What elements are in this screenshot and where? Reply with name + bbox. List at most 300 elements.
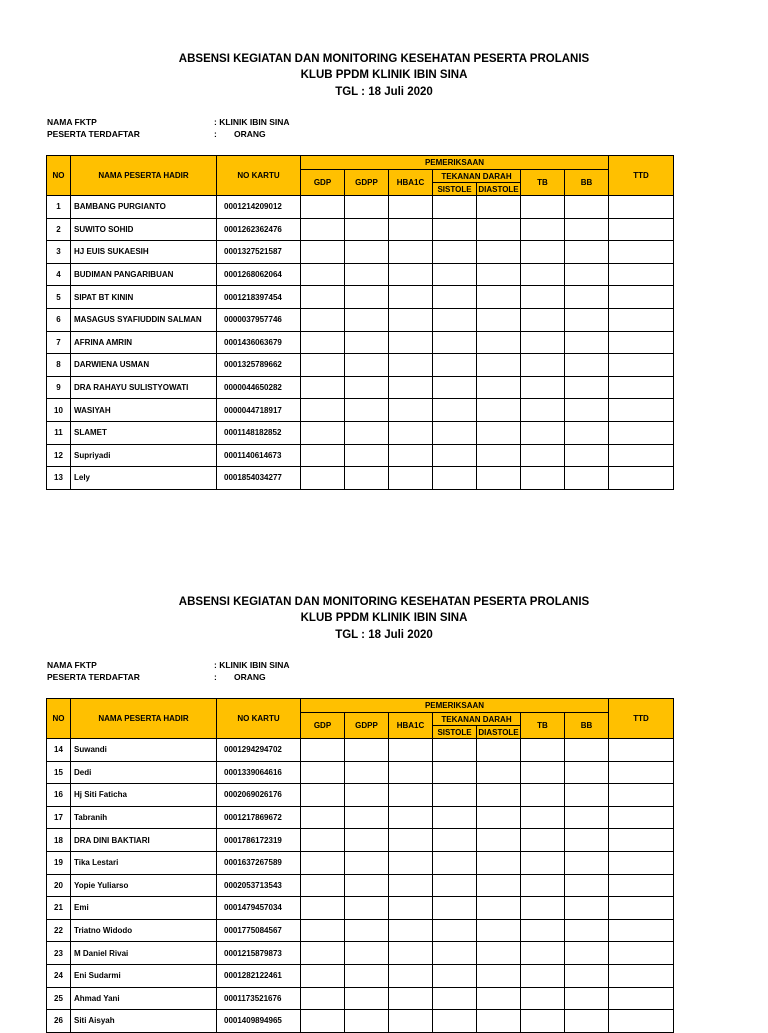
cell-sistole	[433, 196, 477, 219]
attendance-table	[46, 698, 674, 1033]
cell-diastole	[477, 919, 521, 942]
cell-gdp	[301, 964, 345, 987]
header-tb: TB	[521, 170, 565, 196]
cell-ttd	[609, 964, 674, 987]
participant-name: Tika Lestari	[71, 851, 217, 874]
header-hba1c: HBA1C	[389, 170, 433, 196]
cell-tb	[521, 444, 565, 467]
table-row	[47, 739, 674, 762]
table-row	[47, 331, 674, 354]
table-row	[47, 354, 674, 377]
header-tekanan-darah: TEKANAN DARAH	[433, 170, 521, 183]
cell-diastole	[477, 897, 521, 920]
card-number: 0001786172319	[217, 829, 301, 852]
card-number: 0001294294702	[217, 739, 301, 762]
cell-gdpp	[345, 399, 389, 422]
table-row	[47, 784, 674, 807]
card-number: 0002053713543	[217, 874, 301, 897]
table-row	[47, 761, 674, 784]
cell-bb	[565, 467, 609, 490]
cell-gdpp	[345, 784, 389, 807]
cell-gdp	[301, 444, 345, 467]
cell-sistole	[433, 919, 477, 942]
cell-sistole	[433, 241, 477, 264]
cell-gdpp	[345, 308, 389, 331]
cell-bb	[565, 942, 609, 965]
header-no: NO	[47, 699, 71, 739]
cell-sistole	[433, 354, 477, 377]
cell-ttd	[609, 354, 674, 377]
cell-gdpp	[345, 218, 389, 241]
cell-gdpp	[345, 806, 389, 829]
cell-tb	[521, 851, 565, 874]
cell-hba1c	[389, 286, 433, 309]
row-number: 5	[47, 286, 71, 309]
cell-gdp	[301, 286, 345, 309]
table-row	[47, 851, 674, 874]
cell-gdpp	[345, 987, 389, 1010]
cell-sistole	[433, 874, 477, 897]
cell-bb	[565, 218, 609, 241]
cell-ttd	[609, 263, 674, 286]
row-number: 3	[47, 241, 71, 264]
cell-gdpp	[345, 444, 389, 467]
cell-gdp	[301, 851, 345, 874]
row-number: 16	[47, 784, 71, 807]
cell-diastole	[477, 308, 521, 331]
cell-tb	[521, 196, 565, 219]
cell-gdp	[301, 829, 345, 852]
row-number: 22	[47, 919, 71, 942]
cell-tb	[521, 421, 565, 444]
table-row	[47, 942, 674, 965]
card-number: 0001218397454	[217, 286, 301, 309]
cell-ttd	[609, 987, 674, 1010]
cell-gdpp	[345, 851, 389, 874]
cell-sistole	[433, 761, 477, 784]
cell-ttd	[609, 739, 674, 762]
header-sistole: SISTOLE	[433, 183, 477, 196]
cell-diastole	[477, 964, 521, 987]
table-row	[47, 467, 674, 490]
cell-tb	[521, 964, 565, 987]
cell-ttd	[609, 806, 674, 829]
cell-sistole	[433, 987, 477, 1010]
cell-tb	[521, 761, 565, 784]
header-ttd: TTD	[609, 156, 674, 196]
cell-ttd	[609, 942, 674, 965]
cell-hba1c	[389, 784, 433, 807]
cell-tb	[521, 1010, 565, 1033]
header-kartu: NO KARTU	[217, 156, 301, 196]
cell-gdp	[301, 874, 345, 897]
row-number: 8	[47, 354, 71, 377]
row-number: 21	[47, 897, 71, 920]
cell-diastole	[477, 421, 521, 444]
cell-tb	[521, 897, 565, 920]
header-kartu: NO KARTU	[217, 699, 301, 739]
cell-bb	[565, 761, 609, 784]
row-number: 6	[47, 308, 71, 331]
nama-fktp-value: : KLINIK IBIN SINA	[214, 117, 290, 127]
cell-gdpp	[345, 263, 389, 286]
cell-ttd	[609, 444, 674, 467]
row-number: 17	[47, 806, 71, 829]
peserta-terdaftar-colon: :	[214, 129, 217, 139]
table-row	[47, 919, 674, 942]
participant-name: Suwandi	[71, 739, 217, 762]
cell-ttd	[609, 1010, 674, 1033]
cell-ttd	[609, 919, 674, 942]
participant-name: Dedi	[71, 761, 217, 784]
cell-diastole	[477, 784, 521, 807]
participant-name: BUDIMAN PANGARIBUAN	[71, 263, 217, 286]
cell-sistole	[433, 784, 477, 807]
cell-sistole	[433, 331, 477, 354]
peserta-terdaftar-label: PESERTA TERDAFTAR	[47, 129, 140, 139]
cell-tb	[521, 399, 565, 422]
table-row	[47, 806, 674, 829]
cell-sistole	[433, 942, 477, 965]
card-number: 0000044718917	[217, 399, 301, 422]
cell-hba1c	[389, 444, 433, 467]
cell-gdpp	[345, 964, 389, 987]
cell-tb	[521, 942, 565, 965]
row-number: 25	[47, 987, 71, 1010]
header-diastole: DIASTOLE	[478, 184, 519, 194]
date-title: TGL : 18 Juli 2020	[335, 629, 433, 641]
participant-name: Tabranih	[71, 806, 217, 829]
row-number: 19	[47, 851, 71, 874]
row-number: 18	[47, 829, 71, 852]
cell-ttd	[609, 421, 674, 444]
card-number: 0001436063679	[217, 331, 301, 354]
row-number: 10	[47, 399, 71, 422]
date-title: TGL : 18 Juli 2020	[335, 86, 433, 98]
cell-gdp	[301, 331, 345, 354]
table-row	[47, 399, 674, 422]
header-gdp: GDP	[301, 170, 345, 196]
cell-gdpp	[345, 897, 389, 920]
cell-gdpp	[345, 376, 389, 399]
peserta-terdaftar-label: PESERTA TERDAFTAR	[47, 672, 140, 682]
cell-gdp	[301, 467, 345, 490]
cell-hba1c	[389, 331, 433, 354]
cell-bb	[565, 739, 609, 762]
cell-tb	[521, 784, 565, 807]
cell-diastole	[477, 218, 521, 241]
cell-bb	[565, 196, 609, 219]
row-number: 24	[47, 964, 71, 987]
participant-name: Siti Aisyah	[71, 1010, 217, 1033]
header-nama: NAMA PESERTA HADIR	[71, 156, 217, 196]
cell-sistole	[433, 399, 477, 422]
cell-ttd	[609, 241, 674, 264]
card-number: 0001775084567	[217, 919, 301, 942]
row-number: 11	[47, 421, 71, 444]
cell-gdp	[301, 421, 345, 444]
cell-bb	[565, 286, 609, 309]
cell-gdp	[301, 761, 345, 784]
cell-bb	[565, 784, 609, 807]
cell-gdp	[301, 987, 345, 1010]
table-row	[47, 218, 674, 241]
cell-tb	[521, 874, 565, 897]
cell-bb	[565, 829, 609, 852]
cell-gdp	[301, 196, 345, 219]
cell-diastole	[477, 874, 521, 897]
cell-sistole	[433, 829, 477, 852]
cell-bb	[565, 376, 609, 399]
cell-hba1c	[389, 399, 433, 422]
header-hba1c: HBA1C	[389, 713, 433, 739]
cell-tb	[521, 806, 565, 829]
header-bb: BB	[565, 170, 609, 196]
row-number: 9	[47, 376, 71, 399]
cell-diastole	[477, 467, 521, 490]
cell-bb	[565, 308, 609, 331]
participant-name: Ahmad Yani	[71, 987, 217, 1010]
card-number: 0001479457034	[217, 897, 301, 920]
cell-gdpp	[345, 739, 389, 762]
table-row	[47, 964, 674, 987]
cell-bb	[565, 331, 609, 354]
cell-ttd	[609, 218, 674, 241]
cell-diastole	[477, 241, 521, 264]
club-title: KLUB PPDM KLINIK IBIN SINA	[300, 69, 468, 81]
table-row	[47, 286, 674, 309]
cell-gdp	[301, 399, 345, 422]
cell-gdpp	[345, 286, 389, 309]
cell-hba1c	[389, 354, 433, 377]
cell-gdp	[301, 354, 345, 377]
participant-name: DRA DINI BAKTIARI	[71, 829, 217, 852]
header-gdp: GDP	[301, 713, 345, 739]
cell-hba1c	[389, 919, 433, 942]
cell-bb	[565, 964, 609, 987]
cell-hba1c	[389, 467, 433, 490]
cell-bb	[565, 874, 609, 897]
participant-name: HJ EUIS SUKAESIH	[71, 241, 217, 264]
cell-diastole	[477, 444, 521, 467]
row-number: 1	[47, 196, 71, 219]
participant-name: DARWIENA USMAN	[71, 354, 217, 377]
cell-bb	[565, 263, 609, 286]
cell-gdp	[301, 784, 345, 807]
cell-gdpp	[345, 1010, 389, 1033]
cell-sistole	[433, 897, 477, 920]
cell-sistole	[433, 739, 477, 762]
cell-bb	[565, 421, 609, 444]
nama-fktp-label: NAMA FKTP	[47, 117, 97, 127]
cell-diastole	[477, 263, 521, 286]
table-row	[47, 874, 674, 897]
cell-gdpp	[345, 467, 389, 490]
cell-hba1c	[389, 376, 433, 399]
header-sistole: SISTOLE	[433, 726, 477, 739]
cell-diastole	[477, 331, 521, 354]
cell-sistole	[433, 286, 477, 309]
row-number: 23	[47, 942, 71, 965]
cell-tb	[521, 829, 565, 852]
row-number: 12	[47, 444, 71, 467]
cell-ttd	[609, 829, 674, 852]
cell-gdp	[301, 1010, 345, 1033]
card-number: 0000044650282	[217, 376, 301, 399]
cell-bb	[565, 851, 609, 874]
cell-sistole	[433, 806, 477, 829]
cell-tb	[521, 467, 565, 490]
cell-sistole	[433, 467, 477, 490]
cell-diastole	[477, 286, 521, 309]
row-number: 14	[47, 739, 71, 762]
cell-diastole	[477, 761, 521, 784]
cell-gdpp	[345, 874, 389, 897]
cell-ttd	[609, 874, 674, 897]
cell-gdpp	[345, 354, 389, 377]
participant-name: Emi	[71, 897, 217, 920]
header-bb: BB	[565, 713, 609, 739]
cell-tb	[521, 241, 565, 264]
cell-diastole	[477, 1010, 521, 1033]
row-number: 2	[47, 218, 71, 241]
participant-name: MASAGUS SYAFIUDDIN SALMAN	[71, 308, 217, 331]
card-number: 0000037957746	[217, 308, 301, 331]
header-pemeriksaan: PEMERIKSAAN	[301, 156, 609, 170]
table-row	[47, 829, 674, 852]
cell-gdpp	[345, 241, 389, 264]
cell-diastole	[477, 376, 521, 399]
cell-hba1c	[389, 263, 433, 286]
nama-fktp-label: NAMA FKTP	[47, 660, 97, 670]
document-title: ABSENSI KEGIATAN DAN MONITORING KESEHATAN PESERTA PROLANIS	[178, 53, 590, 65]
cell-hba1c	[389, 851, 433, 874]
card-number: 0001637267589	[217, 851, 301, 874]
participant-name: Supriyadi	[71, 444, 217, 467]
cell-sistole	[433, 308, 477, 331]
cell-ttd	[609, 784, 674, 807]
attendance-table	[46, 155, 674, 490]
cell-ttd	[609, 286, 674, 309]
header-tekanan-darah: TEKANAN DARAH	[433, 713, 521, 726]
cell-bb	[565, 399, 609, 422]
card-number: 0001268062064	[217, 263, 301, 286]
row-number: 15	[47, 761, 71, 784]
cell-hba1c	[389, 761, 433, 784]
participant-name: M Daniel Rivai	[71, 942, 217, 965]
header-no: NO	[47, 156, 71, 196]
cell-hba1c	[389, 308, 433, 331]
cell-sistole	[433, 851, 477, 874]
cell-diastole	[477, 851, 521, 874]
header-gdpp: GDPP	[345, 713, 389, 739]
card-number: 0002069026176	[217, 784, 301, 807]
table-row	[47, 308, 674, 331]
cell-gdp	[301, 897, 345, 920]
participant-name: AFRINA AMRIN	[71, 331, 217, 354]
cell-sistole	[433, 964, 477, 987]
cell-gdpp	[345, 919, 389, 942]
cell-hba1c	[389, 829, 433, 852]
cell-tb	[521, 218, 565, 241]
card-number: 0001325789662	[217, 354, 301, 377]
cell-hba1c	[389, 241, 433, 264]
cell-hba1c	[389, 218, 433, 241]
cell-sistole	[433, 263, 477, 286]
card-number: 0001148182852	[217, 421, 301, 444]
cell-tb	[521, 263, 565, 286]
participant-name: SLAMET	[71, 421, 217, 444]
cell-bb	[565, 897, 609, 920]
nama-fktp-value: : KLINIK IBIN SINA	[214, 660, 290, 670]
participant-name: Lely	[71, 467, 217, 490]
cell-hba1c	[389, 874, 433, 897]
peserta-terdaftar-colon: :	[214, 672, 217, 682]
cell-ttd	[609, 897, 674, 920]
participant-name: Yopie Yuliarso	[71, 874, 217, 897]
card-number: 0001282122461	[217, 964, 301, 987]
header-gdpp: GDPP	[345, 170, 389, 196]
header-tb: TB	[521, 713, 565, 739]
participant-name: Triatno Widodo	[71, 919, 217, 942]
cell-gdpp	[345, 829, 389, 852]
cell-bb	[565, 919, 609, 942]
cell-ttd	[609, 376, 674, 399]
table-row	[47, 376, 674, 399]
table-row	[47, 196, 674, 219]
cell-diastole	[477, 942, 521, 965]
card-number: 0001339064616	[217, 761, 301, 784]
club-title: KLUB PPDM KLINIK IBIN SINA	[300, 612, 468, 624]
card-number: 0001214209012	[217, 196, 301, 219]
header-pemeriksaan: PEMERIKSAAN	[301, 699, 609, 713]
cell-ttd	[609, 467, 674, 490]
cell-gdp	[301, 739, 345, 762]
cell-hba1c	[389, 964, 433, 987]
cell-sistole	[433, 444, 477, 467]
header-ttd: TTD	[609, 699, 674, 739]
cell-gdp	[301, 241, 345, 264]
cell-tb	[521, 919, 565, 942]
participant-name: SUWITO SOHID	[71, 218, 217, 241]
cell-bb	[565, 241, 609, 264]
cell-hba1c	[389, 897, 433, 920]
table-row	[47, 421, 674, 444]
row-number: 13	[47, 467, 71, 490]
cell-hba1c	[389, 196, 433, 219]
cell-ttd	[609, 331, 674, 354]
cell-tb	[521, 308, 565, 331]
row-number: 7	[47, 331, 71, 354]
header-nama: NAMA PESERTA HADIR	[71, 699, 217, 739]
cell-hba1c	[389, 739, 433, 762]
cell-tb	[521, 354, 565, 377]
cell-ttd	[609, 196, 674, 219]
table-row	[47, 987, 674, 1010]
table-row	[47, 1010, 674, 1033]
cell-gdp	[301, 942, 345, 965]
header-diastole: DIASTOLE	[478, 727, 519, 737]
document-title: ABSENSI KEGIATAN DAN MONITORING KESEHATAN PESERTA PROLANIS	[178, 596, 590, 608]
cell-diastole	[477, 806, 521, 829]
row-number: 4	[47, 263, 71, 286]
cell-gdp	[301, 263, 345, 286]
cell-gdpp	[345, 942, 389, 965]
cell-tb	[521, 331, 565, 354]
cell-hba1c	[389, 421, 433, 444]
participant-name: SIPAT BT KININ	[71, 286, 217, 309]
cell-sistole	[433, 1010, 477, 1033]
